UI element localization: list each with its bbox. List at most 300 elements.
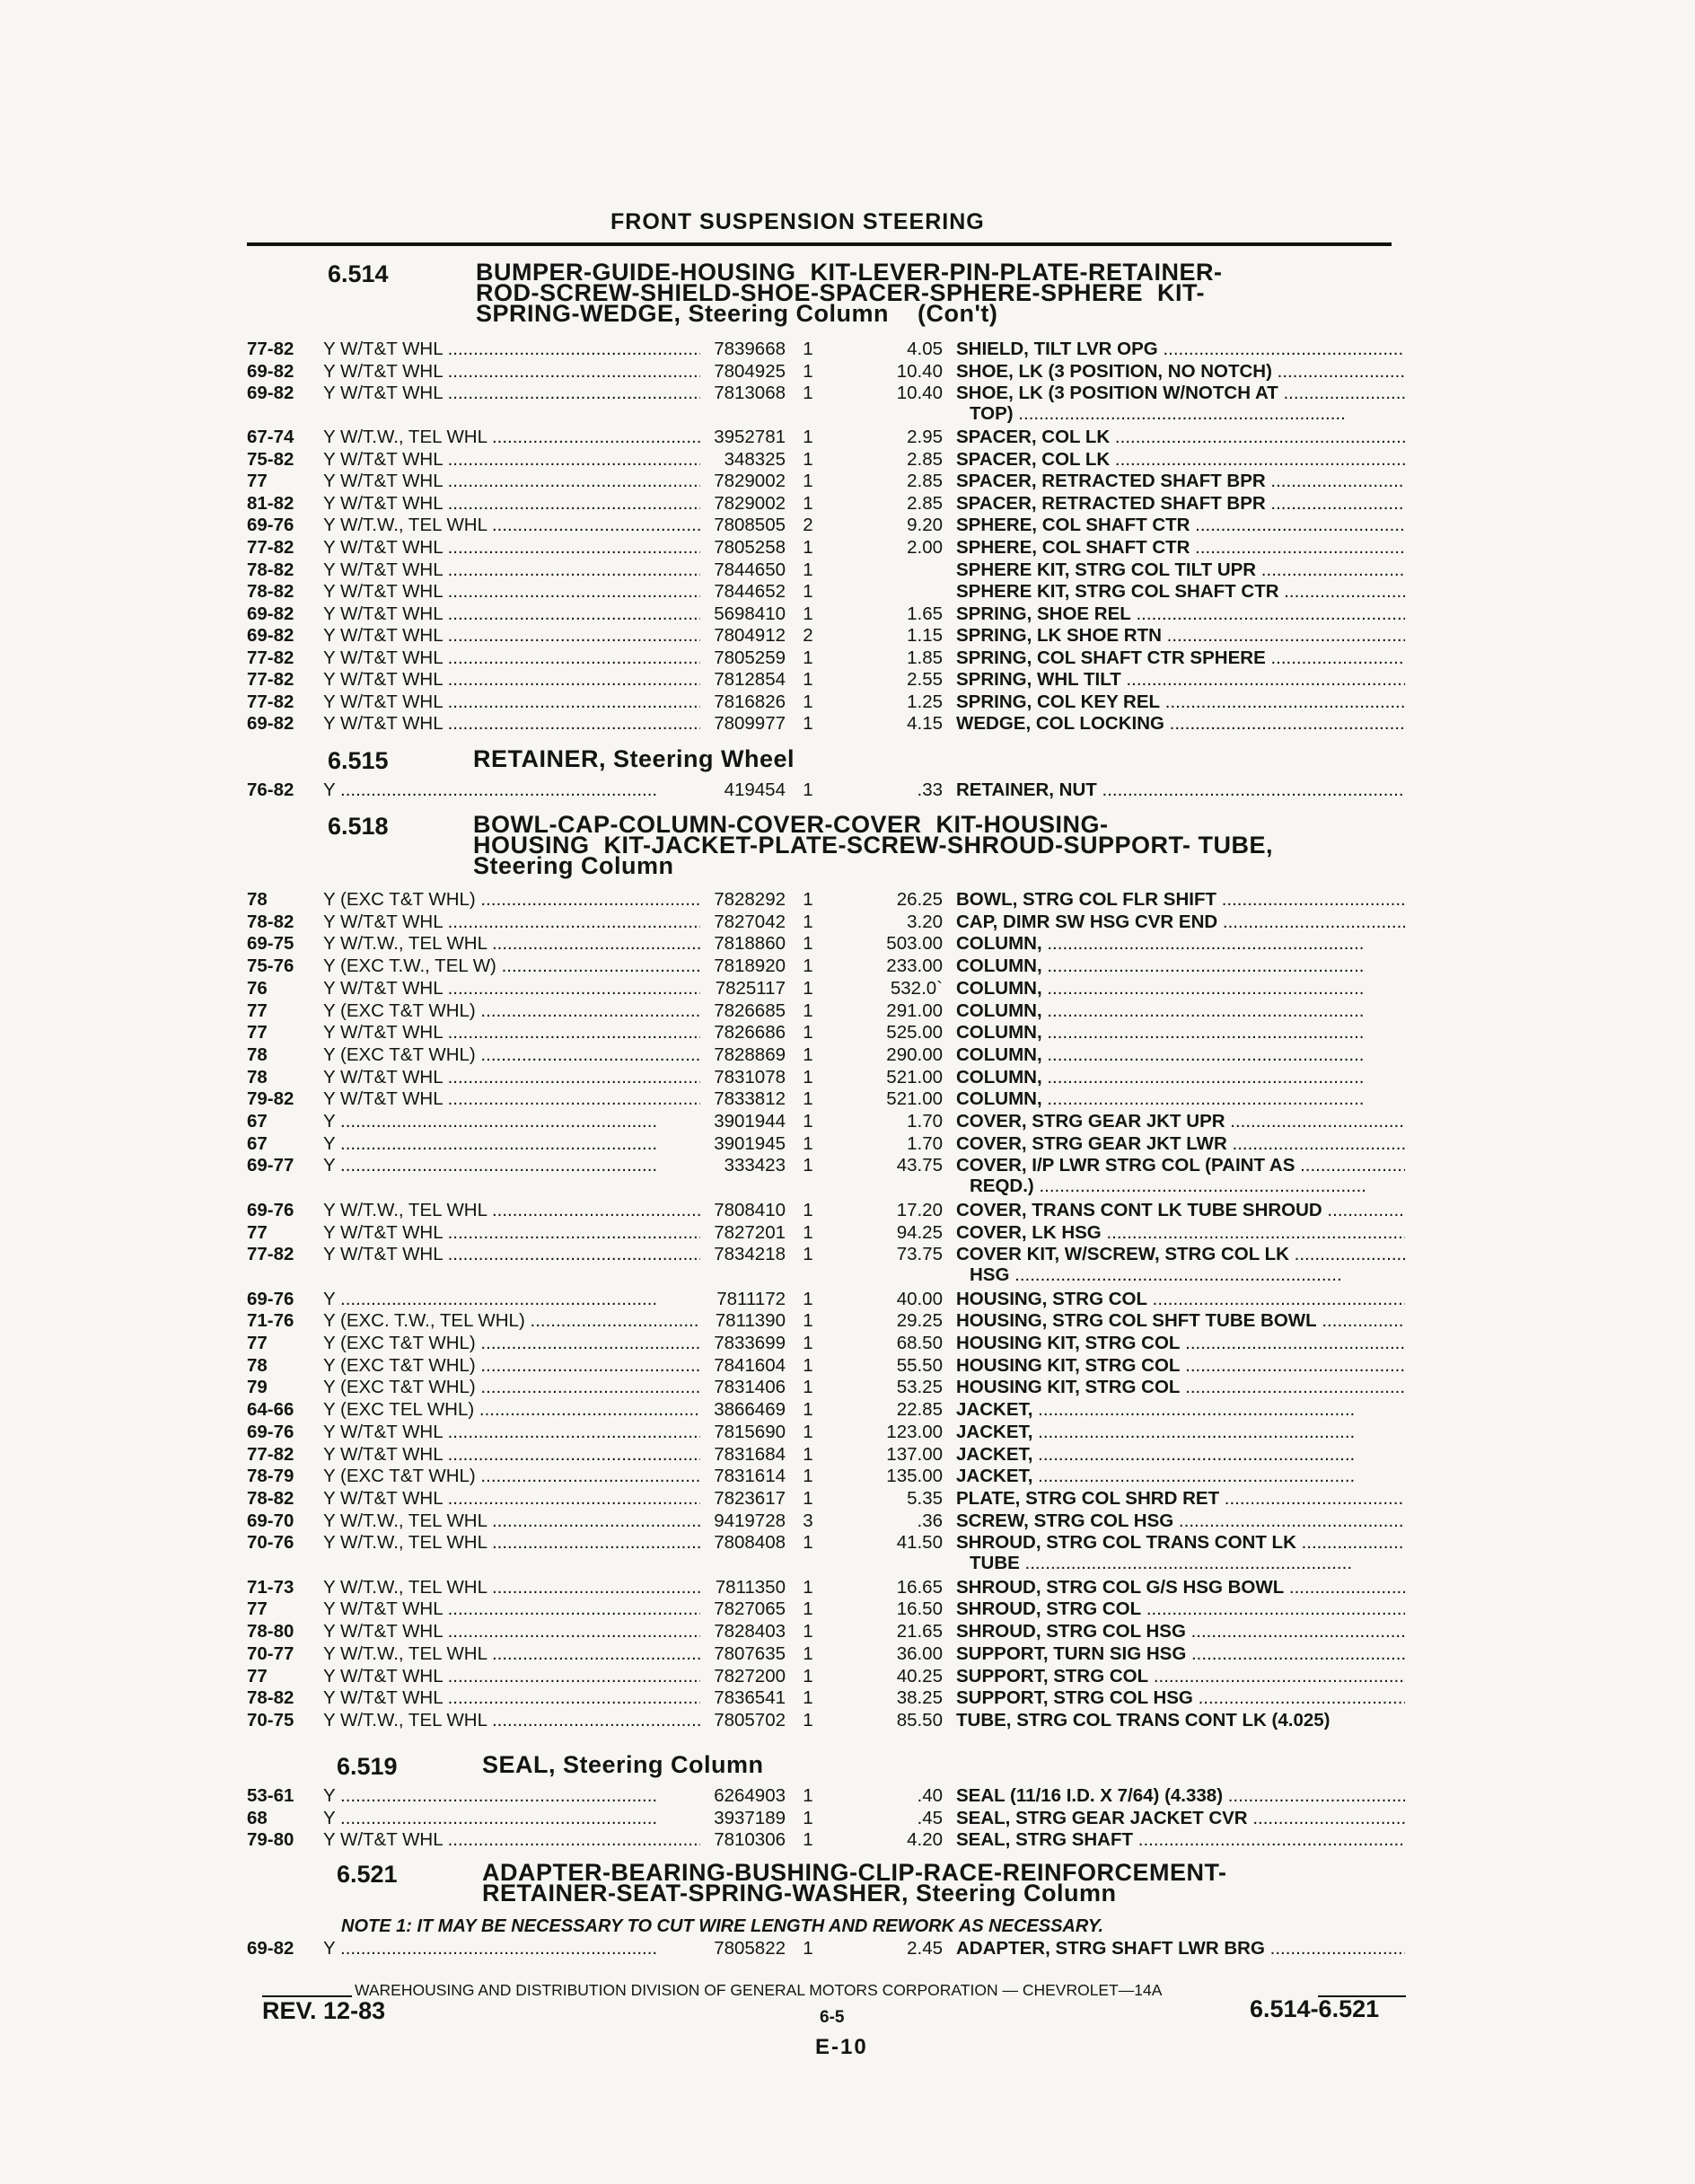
year-cell: 78-79 [247,1466,294,1487]
description-cell: SHROUD, STRG COL ..... [956,1598,1405,1620]
table-row [247,1000,1405,1022]
year-cell: 78-82 [247,1687,294,1709]
part-number-cell: 419454 [724,779,786,800]
description-cell: COLUMN, ..... [956,1067,1405,1088]
part-number-cell: 7827200 [714,1665,786,1686]
year-cell: 68 [247,1807,268,1828]
year-cell: 69-76 [247,515,294,536]
table-row [247,1488,1405,1510]
description-cell: PLATE, STRG COL SHRD RET ..... [956,1488,1405,1510]
quantity-cell: 1 [803,1044,813,1065]
description-cell: SHROUD, STRG COL TRANS CONT LK ..... [956,1532,1405,1554]
model-cell: Y W/T.W., TEL WHL ..... [323,1643,700,1665]
section-title-line: ROD-SCREW-SHIELD-SHOE-SPACER-SPHERE-SPHERE KIT- [476,279,1206,306]
model-cell: Y W/T.W., TEL WHL ..... [323,1200,700,1221]
year-cell: 69-82 [247,1938,294,1959]
part-number-cell: 7810306 [714,1829,786,1850]
price-cell: 3.20 [907,911,943,932]
year-cell: 78-82 [247,559,294,580]
price-cell: 233.00 [886,956,943,977]
price-cell: 94.25 [896,1221,943,1243]
section-title-line: HOUSING KIT-JACKET-PLATE-SCREW-SHROUD-SUPPORT- TUBE, [473,832,1273,859]
table-row [247,669,1405,691]
year-cell: 71-76 [247,1310,294,1332]
description-cell: SUPPORT, STRG COL ..... [956,1666,1405,1687]
model-cell: Y W/T&T WHL ..... [323,691,700,713]
model-cell: Y (EXC. T.W., TEL WHL) ..... [323,1310,700,1332]
table-row [247,1333,1405,1354]
description-cell: COVER, LK HSG ..... [956,1222,1405,1244]
price-cell: 85.50 [896,1709,943,1730]
quantity-cell: 1 [803,1466,813,1487]
part-number-cell: 6264903 [714,1785,786,1806]
part-number-cell: 7804912 [714,625,786,647]
price-cell: 2.55 [907,669,943,691]
section-title-line: SPRING-WEDGE, Steering Column (Con't) [476,300,998,327]
table-row [247,779,1405,801]
price-cell: 22.85 [896,1399,943,1421]
part-number-cell: 7812854 [714,669,786,691]
year-cell: 77-82 [247,647,294,668]
description-cell: SUPPORT, STRG COL HSG ..... [956,1687,1405,1709]
table-row [247,1510,1405,1532]
model-cell: Y W/T&T WHL ..... [323,449,700,471]
table-row [247,933,1405,955]
quantity-cell: 1 [803,956,813,977]
year-cell: 77 [247,1221,268,1243]
description-cell: SPRING, COL SHAFT CTR SPHERE ..... [956,647,1405,669]
table-row [247,449,1405,471]
model-cell: Y W/T&T WHL ..... [323,361,700,383]
part-number-cell: 7818860 [714,933,786,955]
year-cell: 76-82 [247,779,294,800]
year-cell: 53-61 [247,1785,294,1806]
model-cell: Y W/T.W., TEL WHL ..... [323,1577,700,1598]
year-cell: 78-80 [247,1621,294,1642]
quantity-cell: 1 [803,1487,813,1509]
header-rule [247,242,1392,246]
section-range: 6.514-6.521 [1250,1995,1380,2022]
description-cell: ADAPTER, STRG SHAFT LWR BRG ..... [956,1938,1405,1959]
table-row [247,1399,1405,1421]
quantity-cell: 1 [803,1785,813,1806]
model-cell: Y W/T&T WHL ..... [323,1598,700,1620]
part-number-cell: 7841604 [714,1354,786,1376]
year-cell: 75-82 [247,448,294,470]
year-cell: 69-77 [247,1155,294,1176]
section-number: 6.514 [328,260,389,287]
table-row [247,1687,1405,1709]
description-cell: CAP, DIMR SW HSG CVR END ..... [956,911,1405,933]
section-number: 6.519 [337,1753,398,1780]
year-cell: 69-82 [247,625,294,647]
description-cell: COLUMN, ..... [956,956,1405,977]
part-number-cell: 7808408 [714,1532,786,1554]
part-number-cell: 7827042 [714,911,786,932]
section-number: 6.515 [328,747,389,774]
quantity-cell: 1 [803,1333,813,1353]
description-cell: WEDGE, COL LOCKING ..... [956,713,1405,735]
table-row [247,1710,1405,1731]
part-number-cell: 333423 [724,1155,786,1176]
model-cell: Y (EXC TEL WHL) ..... [323,1399,700,1421]
quantity-cell: 1 [803,1000,813,1021]
model-cell: Y W/T&T WHL ..... [323,1488,700,1510]
table-row [247,1289,1405,1310]
price-cell: 2.45 [907,1938,943,1959]
year-cell: 77-82 [247,536,294,558]
description-continuation: TOP) ..... [970,403,1383,425]
year-cell: 79-80 [247,1829,294,1850]
model-cell: Y ..... [323,1155,700,1176]
part-number-cell: 7833699 [714,1333,786,1353]
year-cell: 77 [247,1022,268,1044]
section-title-line: RETAINER, Steering Wheel [473,745,795,772]
year-cell: 64-66 [247,1399,294,1421]
part-number-cell: 7805259 [714,647,786,668]
part-number-cell: 3952781 [714,427,786,448]
part-number-cell: 3901945 [714,1132,786,1154]
table-row [247,493,1405,515]
price-cell: 53.25 [896,1377,943,1398]
quantity-cell: 1 [803,1598,813,1620]
model-cell: Y W/T&T WHL ..... [323,1088,700,1110]
table-row [247,911,1405,933]
model-cell: Y W/T.W., TEL WHL ..... [323,515,700,536]
part-number-cell: 7829002 [714,471,786,492]
table-row [247,889,1405,911]
description-cell: SPHERE, COL SHAFT CTR ..... [956,537,1405,559]
part-number-cell: 7808505 [714,515,786,536]
year-cell: 70-75 [247,1709,294,1730]
model-cell: Y ..... [323,1785,700,1807]
description-cell: HOUSING KIT, STRG COL ..... [956,1377,1405,1398]
part-number-cell: 7839668 [714,339,786,359]
quantity-cell: 1 [803,1829,813,1850]
quantity-cell: 1 [803,427,813,448]
quantity-cell: 1 [803,383,813,404]
price-cell: 1.25 [907,691,943,712]
quantity-cell: 1 [803,647,813,668]
part-number-cell: 7809977 [714,713,786,735]
part-number-cell: 7826685 [714,1000,786,1021]
part-number-cell: 7827065 [714,1598,786,1620]
year-cell: 67-74 [247,427,294,448]
description-cell: SHROUD, STRG COL G/S HSG BOWL ..... [956,1577,1405,1598]
part-number-cell: 7831406 [714,1377,786,1398]
part-number-cell: 7831684 [714,1443,786,1465]
note-text: NOTE 1: IT MAY BE NECESSARY TO CUT WIRE LENGTH AND REWORK AS NECESSARY. [341,1916,1103,1936]
model-cell: Y ..... [323,1289,700,1310]
section-number: 6.518 [328,813,389,840]
price-cell: 503.00 [886,933,943,955]
year-cell: 79-82 [247,1088,294,1110]
year-cell: 78-82 [247,1487,294,1509]
year-cell: 77-82 [247,339,294,359]
table-row [247,1044,1405,1066]
description-cell: COVER KIT, W/SCREW, STRG COL LK ..... [956,1244,1405,1265]
part-number-cell: 7834218 [714,1244,786,1265]
part-number-cell: 348325 [724,448,786,470]
quantity-cell: 1 [803,1665,813,1686]
part-number-cell: 7813068 [714,383,786,404]
price-cell: 17.20 [896,1199,943,1220]
model-cell: Y ..... [323,1938,700,1959]
table-row [247,383,1405,404]
footer-division: WAREHOUSING AND DISTRIBUTION DIVISION OF GENERAL MOTORS CORPORATION — CHEVROLET—14A [355,1981,1163,1999]
model-cell: Y W/T&T WHL ..... [323,1621,700,1642]
part-number-cell: 7805822 [714,1938,786,1959]
quantity-cell: 1 [803,1155,813,1176]
description-cell: HOUSING, STRG COL SHFT TUBE BOWL ..... [956,1310,1405,1332]
table-row [247,537,1405,559]
price-cell: 36.00 [896,1642,943,1664]
part-number-cell: 7825117 [715,977,786,999]
table-row [247,978,1405,1000]
table-row [247,471,1405,492]
description-cell: SPRING, COL KEY REL ..... [956,691,1405,713]
description-cell: COLUMN, ..... [956,1044,1405,1066]
year-cell: 67 [247,1111,268,1132]
description-cell: SCREW, STRG COL HSG ..... [956,1510,1405,1532]
model-cell: Y W/T&T WHL ..... [323,1244,700,1265]
model-cell: Y W/T&T WHL ..... [323,647,700,669]
model-cell: Y W/T&T WHL ..... [323,603,700,625]
description-cell: HOUSING, STRG COL ..... [956,1289,1405,1310]
description-cell: SPHERE, COL SHAFT CTR ..... [956,515,1405,536]
section-title-line: Steering Column [473,852,674,879]
part-number-cell: 7811350 [715,1576,786,1598]
quantity-cell: 1 [803,1443,813,1465]
price-cell: 9.20 [907,515,943,536]
price-cell: 16.50 [896,1598,943,1620]
description-cell: SPACER, RETRACTED SHAFT BPR ..... [956,493,1405,515]
model-cell: Y W/T.W., TEL WHL ..... [323,1710,700,1731]
price-cell: 4.15 [907,713,943,735]
model-cell: Y W/T&T WHL ..... [323,1422,700,1443]
price-cell: .45 [917,1807,943,1828]
quantity-cell: 1 [803,1111,813,1132]
table-row [247,1532,1405,1554]
quantity-cell: 1 [803,691,813,712]
year-cell: 78-82 [247,581,294,603]
table-row [247,1444,1405,1466]
description-cell: JACKET, ..... [956,1422,1405,1443]
table-row [247,1355,1405,1377]
description-cell: COLUMN, ..... [956,1088,1405,1110]
table-row [247,581,1405,603]
description-cell: SPACER, COL LK ..... [956,449,1405,471]
price-cell: .33 [917,779,943,800]
year-cell: 69-70 [247,1510,294,1531]
year-cell: 79 [247,1377,268,1398]
price-cell: 4.05 [907,339,943,359]
part-number-cell: 7828403 [714,1621,786,1642]
year-cell: 70-76 [247,1532,294,1554]
table-row [247,1022,1405,1044]
model-cell: Y W/T&T WHL ..... [323,493,700,515]
table-row [247,1244,1405,1265]
part-number-cell: 7811390 [715,1310,786,1332]
description-cell: COLUMN, ..... [956,1000,1405,1022]
part-number-cell: 7826686 [714,1022,786,1044]
table-row [247,1067,1405,1088]
price-cell: 16.65 [896,1576,943,1598]
price-cell: 291.00 [886,1000,943,1021]
model-cell: Y (EXC T.W., TEL W) ..... [323,956,700,977]
price-cell: 5.35 [907,1487,943,1509]
quantity-cell: 1 [803,933,813,955]
table-row [247,691,1405,713]
section-title-line: SEAL, Steering Column [482,1751,764,1778]
price-cell: 1.70 [907,1132,943,1154]
table-row [247,1598,1405,1620]
quantity-cell: 1 [803,559,813,580]
price-cell: 38.25 [896,1687,943,1709]
section-title-line: ADAPTER-BEARING-BUSHING-CLIP-RACE-REINFORCEMENT- [482,1859,1227,1886]
table-row [247,625,1405,647]
part-number-cell: 3866469 [714,1399,786,1421]
part-number-cell: 7816826 [714,691,786,712]
part-number-cell: 7805702 [714,1709,786,1730]
table-row [247,1829,1405,1851]
table-row [247,1666,1405,1687]
table-row [247,1621,1405,1642]
table-row [247,1577,1405,1598]
price-cell: 1.65 [907,603,943,624]
model-cell: Y W/T.W., TEL WHL ..... [323,1510,700,1532]
quantity-cell: 1 [803,1642,813,1664]
table-row [247,713,1405,735]
price-cell: 521.00 [886,1066,943,1088]
description-cell: SHROUD, STRG COL HSG ..... [956,1621,1405,1642]
table-row [247,1088,1405,1110]
year-cell: 77-82 [247,1443,294,1465]
model-cell: Y W/T&T WHL ..... [323,911,700,933]
price-cell: 55.50 [896,1354,943,1376]
quantity-cell: 1 [803,1132,813,1154]
table-row [247,1938,1405,1959]
year-cell: 69-76 [247,1421,294,1442]
price-cell: 1.85 [907,647,943,668]
model-cell: Y (EXC T&T WHL) ..... [323,1333,700,1354]
price-cell: 40.25 [896,1665,943,1686]
model-cell: Y W/T.W., TEL WHL ..... [323,427,700,448]
price-cell: 2.85 [907,471,943,492]
part-number-cell: 7831078 [714,1066,786,1088]
section-title-line: BUMPER-GUIDE-HOUSING KIT-LEVER-PIN-PLATE-RETAINER- [476,259,1223,286]
description-continuation: REQD.) ..... [970,1176,1383,1197]
description-cell: SHOE, LK (3 POSITION, NO NOTCH) ..... [956,361,1405,383]
price-cell: 21.65 [896,1621,943,1642]
quantity-cell: 1 [803,471,813,492]
price-cell: 41.50 [896,1532,943,1554]
quantity-cell: 1 [803,448,813,470]
model-cell: Y W/T&T WHL ..... [323,669,700,691]
quantity-cell: 1 [803,1066,813,1088]
year-cell: 70-77 [247,1642,294,1664]
quantity-cell: 1 [803,1421,813,1442]
quantity-cell: 1 [803,889,813,910]
part-number-cell: 3937189 [714,1807,786,1828]
table-row [247,1808,1405,1829]
description-cell: SHOE, LK (3 POSITION W/NOTCH AT ..... [956,383,1405,404]
price-cell: 26.25 [896,889,943,910]
part-number-cell: 7831614 [714,1466,786,1487]
year-cell: 69-82 [247,713,294,735]
price-cell: 1.15 [907,625,943,647]
table-row [247,515,1405,536]
part-number-cell: 7815690 [714,1421,786,1442]
description-cell: JACKET, ..... [956,1399,1405,1421]
page-number: 6-5 [820,2008,845,2027]
part-number-cell: 7827201 [714,1221,786,1243]
model-cell: Y (EXC T&T WHL) ..... [323,1000,700,1022]
price-cell: 2.95 [907,427,943,448]
model-cell: Y W/T&T WHL ..... [323,559,700,581]
table-row [247,1422,1405,1443]
quantity-cell: 1 [803,669,813,691]
year-cell: 77-82 [247,1244,294,1265]
table-row [247,1111,1405,1132]
quantity-cell: 1 [803,1709,813,1730]
table-row [247,647,1405,669]
description-cell: JACKET, ..... [956,1444,1405,1466]
model-cell: Y (EXC T&T WHL) ..... [323,1355,700,1377]
quantity-cell: 1 [803,1532,813,1554]
year-cell: 77 [247,1000,268,1021]
year-cell: 77 [247,1665,268,1686]
price-cell: 2.85 [907,448,943,470]
table-row [247,1310,1405,1332]
quantity-cell: 1 [803,1399,813,1421]
description-cell: SPHERE KIT, STRG COL TILT UPR ..... [956,559,1405,581]
quantity-cell: 1 [803,1199,813,1220]
model-cell: Y W/T&T WHL ..... [323,625,700,647]
model-cell: Y (EXC T&T WHL) ..... [323,1466,700,1487]
model-cell: Y ..... [323,779,700,801]
price-cell: 43.75 [896,1155,943,1176]
year-cell: 77-82 [247,669,294,691]
part-number-cell: 7811172 [716,1288,786,1309]
quantity-cell: 1 [803,779,813,800]
quantity-cell: 1 [803,1354,813,1376]
model-cell: Y W/T&T WHL ..... [323,537,700,559]
description-cell: COLUMN, ..... [956,1022,1405,1044]
year-cell: 77 [247,471,268,492]
part-number-cell: 7836541 [714,1687,786,1709]
description-cell: HOUSING KIT, STRG COL ..... [956,1355,1405,1377]
year-cell: 69-82 [247,383,294,404]
quantity-cell: 1 [803,1807,813,1828]
description-cell: SPHERE KIT, STRG COL SHAFT CTR ..... [956,581,1405,603]
model-cell: Y W/T&T WHL ..... [323,383,700,404]
part-number-cell: 5698410 [714,603,786,624]
table-row [247,1466,1405,1487]
part-number-cell: 7818920 [714,956,786,977]
model-cell: Y W/T&T WHL ..... [323,1067,700,1088]
quantity-cell: 1 [803,1621,813,1642]
table-row [247,603,1405,625]
description-cell: COVER, TRANS CONT LK TUBE SHROUD ..... [956,1200,1405,1221]
year-cell: 69-76 [247,1199,294,1220]
table-row [247,1377,1405,1398]
model-cell: Y W/T&T WHL ..... [323,1222,700,1244]
description-cell: RETAINER, NUT ..... [956,779,1405,801]
description-cell: JACKET, ..... [956,1466,1405,1487]
part-number-cell: 7833812 [714,1088,786,1110]
price-cell: 10.40 [896,360,943,382]
